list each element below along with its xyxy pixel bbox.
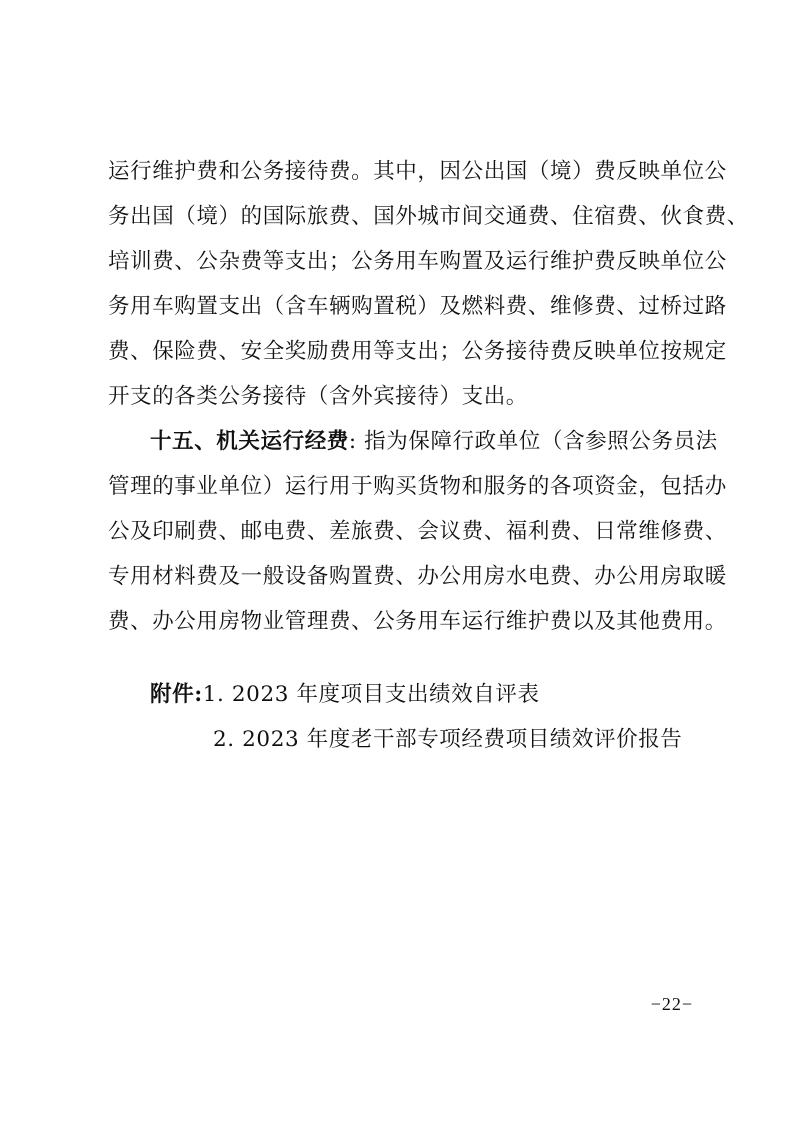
attachment-line xyxy=(150,680,540,710)
paragraph-line: 运行维护费和公务接待费。其中，因公出国（境）费反映单位公 xyxy=(108,159,727,184)
page-number: −22− xyxy=(650,994,693,1014)
paragraph-line: 开支的各类公务接待（含外宾接待）支出。 xyxy=(108,384,528,409)
paragraph-line: 专用材料费及一般设备购置费、办公用房水电费、办公用房取暖 xyxy=(108,564,727,589)
paragraph-line: 管理的事业单位）运行用于购买货物和服务的各项资金，包括办 xyxy=(108,474,727,499)
paragraph-line: 费、保险费、安全奖励费用等支出；公务接待费反映单位按规定 xyxy=(108,339,727,364)
attachment-item: 2. 2023 年度老干部专项经费项目绩效评价报告 xyxy=(213,727,683,752)
section-heading: 十五、机关运行经费 xyxy=(150,429,349,454)
paragraph-line: 务用车购置支出（含车辆购置税）及燃料费、维修费、过桥过路 xyxy=(108,294,727,319)
paragraph-line: 费、办公用房物业管理费、公务用车运行维护费以及其他费用。 xyxy=(108,609,727,634)
paragraph-line: 公及印刷费、邮电费、差旅费、会议费、福利费、日常维修费、 xyxy=(108,519,727,544)
attachment-label: 附件: xyxy=(150,682,203,707)
section-heading-rest: : 指为保障行政单位（含参照公务员法 xyxy=(348,429,718,454)
paragraph-first-line xyxy=(150,427,718,457)
paragraph-line: 务出国（境）的国际旅费、国外城市间交通费、住宿费、伙食费、 xyxy=(108,204,749,229)
attachment-item: 1. 2023 年度项目支出绩效自评表 xyxy=(202,682,540,707)
paragraph-line: 培训费、公杂费等支出；公务用车购置及运行维护费反映单位公 xyxy=(108,249,727,274)
